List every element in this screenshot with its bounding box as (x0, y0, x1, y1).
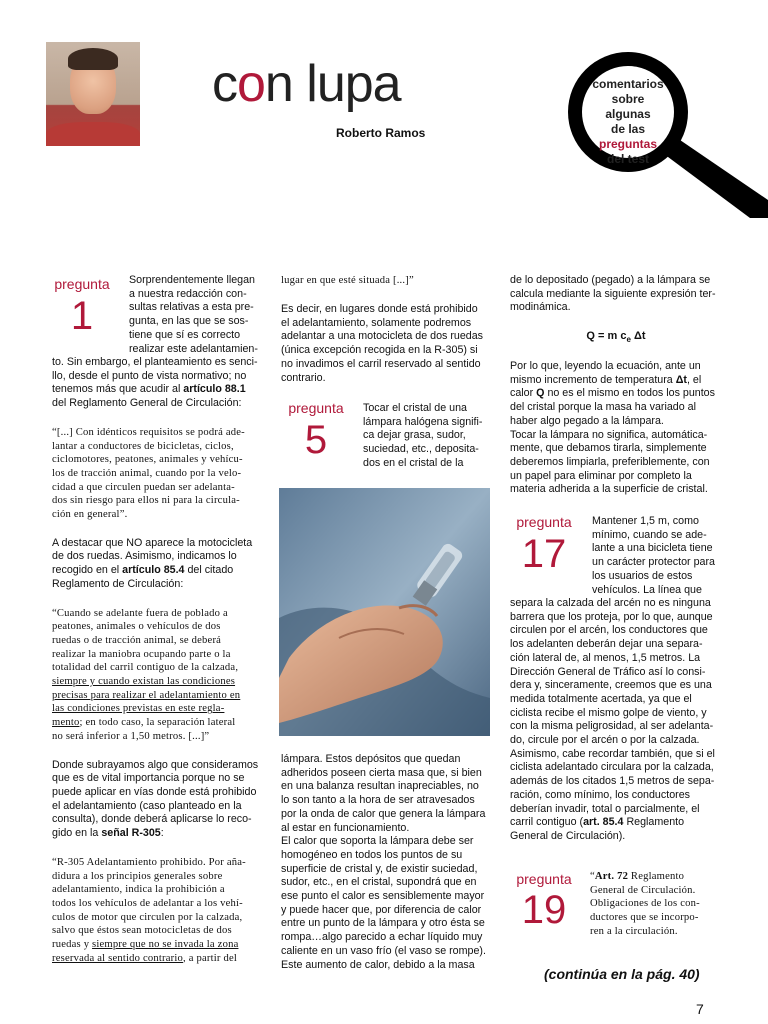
q1-label: pregunta (54, 276, 110, 292)
q19-label: pregunta (516, 871, 572, 887)
continued-note: (continúa en la pág. 40) (544, 966, 700, 982)
formula: Q = m $c_e$ Δt (586, 330, 646, 345)
q1-quote-3: “R-305 Adelantamiento prohibido. Por aña- didura a los principios generales sobre adelantamiento, indica la prohibición a todos los vehículos de adelantar a los vehí- culos de motor que circulen por la calzada, salvo que éstos sean motocicletas de dos ruedas y siempre que no se invada la zona reservada al sentido contrario, a partir del (52, 856, 246, 964)
q1-paragraph-3: Donde subrayamos algo que consideramos que es de vital importancia porque no se puede aplicar en vías donde está prohibido el adelantamiento (caso planteado en la consulta), donde deberá aplicarse lo reco- gido en la señal R-305: (52, 758, 259, 840)
q5-intro: Tocar el cristal de una lámpara halógena signifi- ca dejar grasa, sudor, suciedad, etc., deposita- dos en el cristal de la (363, 402, 483, 469)
q1-quote-2: “Cuando se adelante fuera de poblado a peatones, animales o vehículos de dos ruedas o de tracción animal, se deberá realizar la maniobra ocupando parte o la totalidad del carril contiguo de la calzada, siempre y cuando existan las condiciones precisas para realizar el adelantamiento en las condiciones previstas en este regla- mento; en todo caso, la separación lateral no será inferior a 1,50 metros. [...]” (52, 607, 241, 742)
col2-paragraph-1: Es decir, en lugares donde está prohibido el adelantamiento, solamente podremos adelantar a una motocicleta de dos ruedas (única excepción recogida en la R-305) si no invadimos el carril reservado al sentido contrario. (281, 303, 484, 384)
hand-holding-bulb-photo (279, 488, 490, 736)
author-photo (46, 42, 140, 146)
q17-label: pregunta (516, 514, 572, 530)
q19-number: 19 (521, 888, 567, 932)
q1-number: 1 (70, 294, 94, 338)
q17-number: 17 (521, 532, 567, 576)
q17-intro: Mantener 1,5 m, como mínimo, cuando se ade- lante a una bicicleta tiene un carácter protector para los usuarios de estos vehículos. La línea que (592, 515, 715, 596)
col2-continued-quote: lugar en que esté situada [...]” (281, 275, 414, 286)
column-1 (52, 356, 264, 974)
author-name: Roberto Ramos (336, 126, 426, 140)
page-number: 7 (696, 1001, 704, 1017)
q1-intro: Sorprendentemente llegan a nuestra redacción con- sultas relativas a esta pre- gunta, en las que se sos- tiene que sí es correcto realizar este adelantamien- (129, 274, 258, 355)
q1-quote-1: “[...] Con idénticos requisitos se podrá ade- lantar a conductores de bicicletas, ciclos, ciclomotores, peatones, animales y vehícu- los de tracción animal, cuando por la velo- cidad a que circulen puedan ser adelanta- dos sin riesgo para ellos ni para la circula- ción en general”. (52, 426, 245, 521)
q17-body: separa la calzada del arcén no es ninguna barrera que los proteja, por lo que, aunque circulen por el arcén, los conductores que los adelanten deberán dejar una separa- ción lateral de, al menos, 1,5 metros. La Dirección General de Tráfico así lo consi- dera y, sinceramente, creemos que es una medida totalmente acertada, ya que el ciclista recibe el mismo golpe de viento, y con la misma peligrosidad, al ser adelanta- do, circule por el arcén o por la calzada. Asimismo, cabe recordar también, que si el ciclista adelantado circulara por la calzada, además de los citados 1,5 metros de sepa- ración, como mínimo, los conductores deberían invadir, total o parcialmente, el carril contiguo (art. 85.4 Reglamento General de Circulación). (510, 597, 715, 842)
q1-paragraph-1: to. Sin embargo, el planteamiento es senci- llo, desde el punto de vista normativo; no tenemos más que acudir al artículo 88.1 del Reglamento General de Circulación: (52, 356, 258, 410)
q19-quote: “Art. 72 Reglamento General de Circulación. Obligaciones de los con- ductores que se incorpo- ren a la circulación. (590, 871, 700, 937)
col3-paragraph-2: Por lo que, leyendo la ecuación, ante un mismo incremento de temperatura Δt, el calor Q no es el mismo en todos los puntos del cristal porque la masa ha variado al haber algo pegado a la lámpara. Tocar la lámpara no significa, automática- mente, que debamos tirarla, simplemente deberemos limpiarla, preferiblemente, con un papel para eliminar por completo la materia adherida a la superficie de cristal. (510, 360, 715, 496)
col2-paragraph-2: lámpara. Estos depósitos que quedan adheridos poseen cierta masa que, si bien en una balanza resultan inapreciables, no lo son tanto a la hora de ser atravesados por la onda de calor que genera la lámpara al estar en funcionamiento. El calor que soporta la lámpara debe ser homogéneo en todos los puntos de su superficie de cristal y, de existir suciedad, sudor, etc., en el cristal, supondrá que en ese punto el calor es sensiblemente mayor y puede hacer que, por diferencia de calor entre un punto de la lámpara y otro ésta se rompa…algo parecido a echar líquido muy caliente en un vaso frío (el vaso se rompe). Este aumento de calor, debido a la masa (281, 753, 486, 971)
magnifier-caption: comentarios sobre algunas de las preguntas del test (592, 77, 664, 166)
section-title: con lupa (212, 55, 401, 113)
q1-paragraph-2: A destacar que NO aparece la motocicleta de dos ruedas. Asimismo, indicamos lo recogido en el artículo 85.4 del citado Reglamento de Circulación: (52, 536, 253, 590)
q5-label: pregunta (288, 400, 344, 416)
col3-paragraph-1: de lo depositado (pegado) a la lámpara se calcula mediante la siguiente expresión ter- modinámica. (510, 274, 716, 314)
q5-number: 5 (304, 418, 328, 462)
